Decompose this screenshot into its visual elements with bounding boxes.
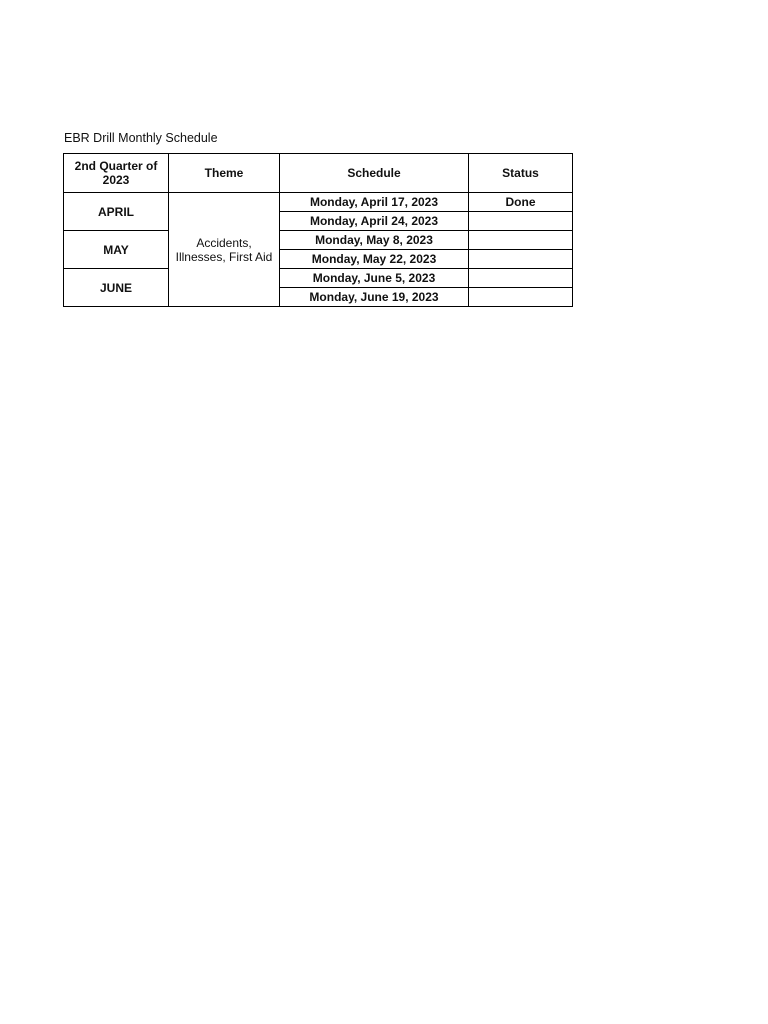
month-cell-april: APRIL [64, 193, 169, 231]
status-cell: Done [469, 193, 573, 212]
schedule-cell: Monday, April 24, 2023 [280, 212, 469, 231]
status-cell [469, 231, 573, 250]
drill-schedule-table [63, 153, 573, 307]
schedule-cell: Monday, May 8, 2023 [280, 231, 469, 250]
status-cell [469, 269, 573, 288]
schedule-cell: Monday, June 19, 2023 [280, 288, 469, 307]
theme-cell: Accidents, Illnesses, First Aid [169, 193, 280, 307]
status-cell [469, 212, 573, 231]
table-row [64, 231, 573, 250]
header-theme: Theme [169, 154, 280, 193]
status-cell [469, 250, 573, 269]
header-schedule: Schedule [280, 154, 469, 193]
month-cell-may: MAY [64, 231, 169, 269]
schedule-cell: Monday, April 17, 2023 [280, 193, 469, 212]
table-row [64, 193, 573, 212]
month-cell-june: JUNE [64, 269, 169, 307]
header-quarter: 2nd Quarter of 2023 [64, 154, 169, 193]
schedule-cell: Monday, May 22, 2023 [280, 250, 469, 269]
schedule-cell: Monday, June 5, 2023 [280, 269, 469, 288]
status-cell [469, 288, 573, 307]
document-title: EBR Drill Monthly Schedule [64, 131, 218, 145]
table-header-row [64, 154, 573, 193]
table-row [64, 269, 573, 288]
header-status: Status [469, 154, 573, 193]
